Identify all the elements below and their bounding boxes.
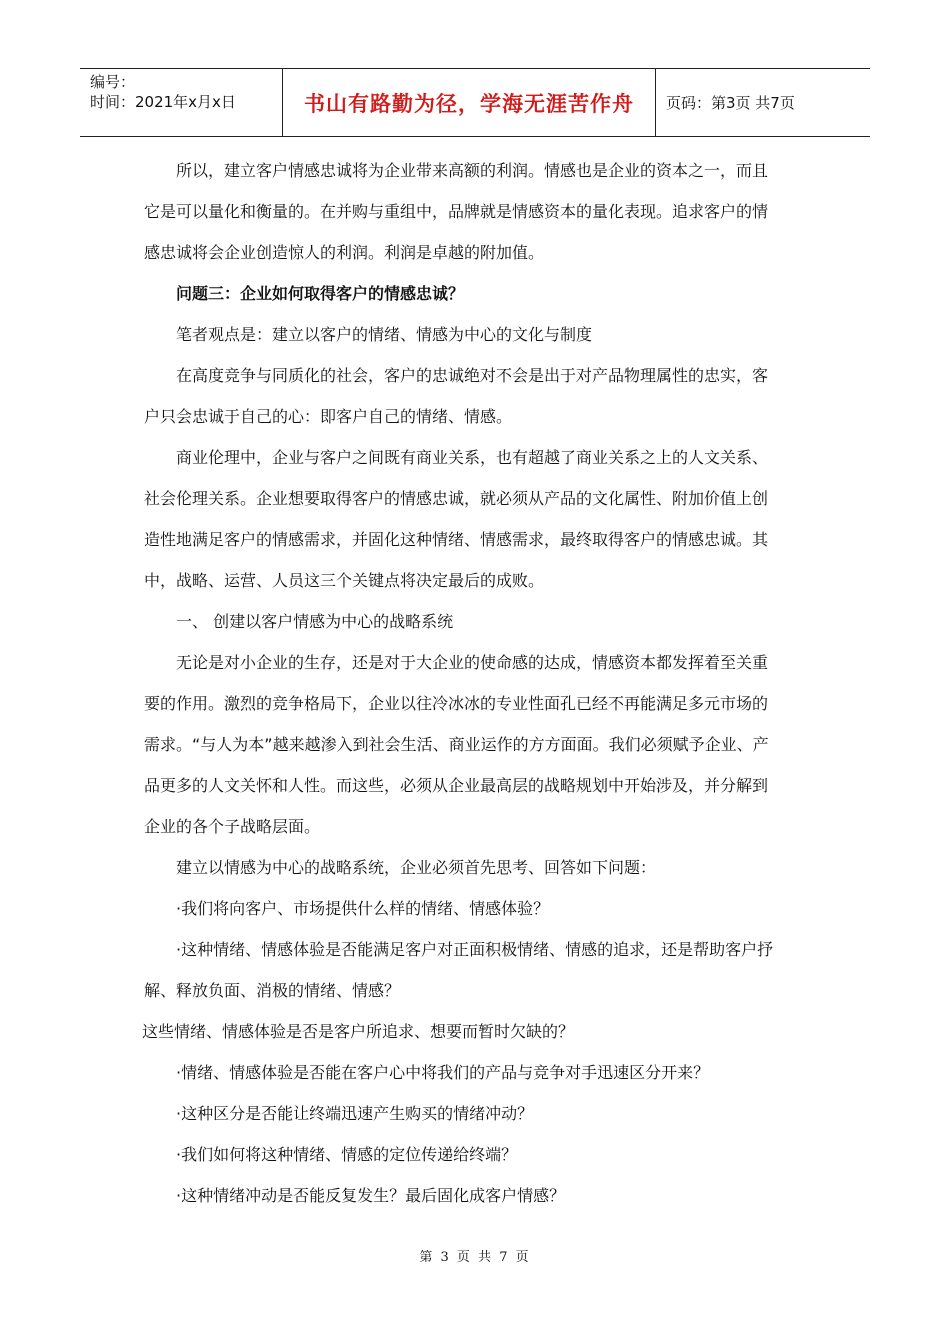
question-item: ·情绪、情感体验是否能在客户心中将我们的产品与竞争对手迅速区分开来？ <box>176 1063 710 1082</box>
page-footer: 第 3 页 共 7 页 <box>419 1250 531 1265</box>
document-number-label: 编号： <box>90 73 136 91</box>
paragraph-line: 需求。“与人为本”越来越渗入到社会生活、商业运作的方方面面。我们必须赋予企业、产 <box>144 735 769 754</box>
paragraph-line: 感忠诚将会企业创造惊人的利润。利润是卓越的附加值。 <box>144 243 545 262</box>
paragraph-line: 笔者观点是：建立以客户的情绪、情感为中心的文化与制度 <box>176 325 593 344</box>
question-item: ·我们如何将这种情绪、情感的定位传递给终端？ <box>176 1145 518 1164</box>
paragraph-line: 要的作用。激烈的竞争格局下，企业以往冷冰冰的专业性面孔已经不再能满足多元市场的 <box>144 694 769 713</box>
paragraph-line: 中，战略、运营、人员这三个关键点将决定最后的成败。 <box>144 571 545 590</box>
paragraph-line: 无论是对小企业的生存，还是对于大企业的使命感的达成，情感资本都发挥着至关重 <box>176 653 769 672</box>
paragraph-line: 它是可以量化和衡量的。在并购与重组中，品牌就是情感资本的量化表现。追求客户的情 <box>144 202 769 221</box>
question-item: ·这种情绪、情感体验是否能满足客户对正面积极情绪、情感的追求，还是帮助客户抒 <box>176 940 774 959</box>
question-item: 这些情绪、情感体验是否是客户所追求、想要而暂时欠缺的？ <box>142 1022 575 1041</box>
document-body <box>144 150 804 1216</box>
paragraph-line: 商业伦理中，企业与客户之间既有商业关系，也有超越了商业关系之上的人文关系、 <box>176 448 769 467</box>
document-date-label: 时间：2021年x月x日 <box>90 93 236 111</box>
paragraph-line: 建立以情感为中心的战略系统，企业必须首先思考、回答如下问题： <box>176 858 657 877</box>
header-page-cell <box>656 69 870 136</box>
header-page-info: 页码：第3页 共7页 <box>666 94 795 112</box>
question-item-continuation: 解、释放负面、消极的情绪、情感？ <box>144 981 401 1000</box>
paragraph-line: 户只会忠诚于自己的心：即客户自己的情绪、情感。 <box>144 407 513 426</box>
question-item: ·这种情绪冲动是否能反复发生？最后固化成客户情感？ <box>176 1186 566 1205</box>
paragraph-line: 所以，建立客户情感忠诚将为企业带来高额的利润。情感也是企业的资本之一，而且 <box>176 161 769 180</box>
question-item: ·我们将向客户、市场提供什么样的情绪、情感体验？ <box>176 899 550 918</box>
paragraph-line: 在高度竞争与同质化的社会，客户的忠诚绝对不会是出于对产品物理属性的忠实，客 <box>176 366 769 385</box>
section-heading: 问题三：企业如何取得客户的情感忠诚？ <box>176 284 465 303</box>
header-motto: 书山有路勤为径，学海无涯苦作舟 <box>304 91 634 116</box>
paragraph-line: 社会伦理关系。企业想要取得客户的情感忠诚，就必须从产品的文化属性、附加价值上创 <box>144 489 769 508</box>
paragraph-line: 企业的各个子战略层面。 <box>144 817 321 836</box>
subsection-heading: 一、 创建以客户情感为中心的战略系统 <box>176 612 454 631</box>
paragraph-line: 品更多的人文关怀和人性。而这些，必须从企业最高层的战略规划中开始涉及，并分解到 <box>144 776 769 795</box>
question-item: ·这种区分是否能让终端迅速产生购买的情绪冲动？ <box>176 1104 534 1123</box>
page-header <box>80 68 870 137</box>
header-meta <box>80 69 283 136</box>
header-motto-cell <box>283 69 656 136</box>
paragraph-line: 造性地满足客户的情感需求，并固化这种情绪、情感需求，最终取得客户的情感忠诚。其 <box>144 530 769 549</box>
